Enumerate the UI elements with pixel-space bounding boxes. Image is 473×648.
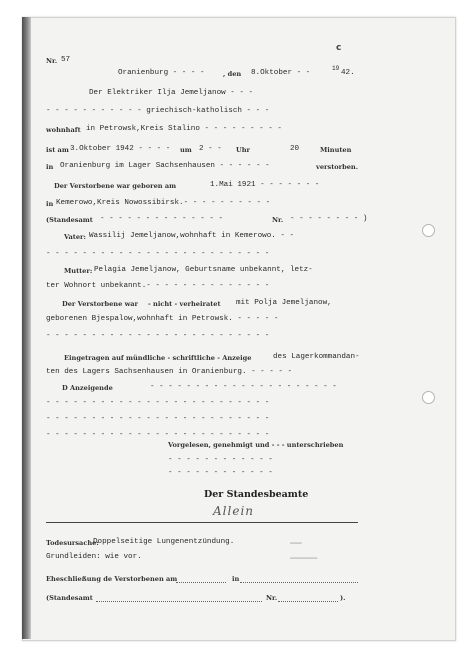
signature-dashes: - - - - - - - - - - - - <box>168 456 273 464</box>
blank-line: - - - - - - - - - - - - - - - - - - - - - - - - - <box>46 431 270 439</box>
mother: Pelagia Jemeljanow, Geburtsname unbekannt, letz- <box>94 266 313 274</box>
standesamt-end: - - - - - - - - ) <box>290 215 368 223</box>
place: Oranienburg - - - - <box>118 69 205 77</box>
death-place: Oranienburg im Lager Sachsenhausen - - - - - - <box>60 162 270 170</box>
standesamt-dashes: - - - - - - - - - - - - - - <box>100 215 224 223</box>
eheschliessung-in-label: in <box>232 575 240 583</box>
death-date: 3.Oktober 1942 - - - - <box>70 145 171 153</box>
minuten-label: Minuten <box>320 146 352 154</box>
verstorben-label: verstorben. <box>316 163 359 171</box>
anzeigende-dashes: - - - - - - - - - - - - - - - - - - - - - <box>150 383 337 391</box>
born-label: Der Verstorbene war geboren am <box>54 182 177 190</box>
informant: des Lagerkommandan- <box>273 353 360 361</box>
mother-line-2: ter Wohnort unbekannt.- - - - - - - - - - - - - - <box>46 282 270 290</box>
vater-label: Vater: <box>64 233 86 241</box>
registrar-title: Der Standesbeamte <box>204 489 309 500</box>
document-date: 8.Oktober - - <box>251 69 311 77</box>
mutter-label: Mutter: <box>64 267 93 275</box>
nr-footer-label: Nr. <box>266 594 278 602</box>
anzeigende-label: D Anzeigende <box>62 384 113 392</box>
birth-place: Kemerowo,Kreis Nowossibirsk.- - - - - - - - - - <box>56 199 271 207</box>
vorgelesen-label: Vorgelesen, genehmigt und - - - unterschrieben <box>168 441 344 449</box>
cause-of-death: Doppelseitige Lungenentzündung. <box>93 538 235 546</box>
end-paren: ). <box>340 594 346 602</box>
blank-line: - - - - - - - - - - - - - - - - - - - - - - - - - <box>46 399 270 407</box>
separator-line <box>46 522 358 523</box>
year-prefix: 19 <box>332 65 340 72</box>
blank-line: - - - - - - - - - - - - - - - - - - - - - - - - - <box>46 415 270 423</box>
punch-hole <box>422 391 435 404</box>
um-label: um <box>180 146 192 154</box>
birth-in-label: in <box>46 200 54 208</box>
wohnhaft-label: wohnhaft <box>46 126 81 134</box>
death-minutes: 20 <box>290 145 300 153</box>
eingetragen-label: Eingetragen auf mündliche - schriftliche - Anzeige <box>64 354 252 362</box>
standesamt-nr-label: Nr. <box>272 216 284 224</box>
spouse: mit Polja Jemeljanow, <box>236 299 332 307</box>
marital-status: - nicht - verheiratet <box>148 300 221 308</box>
register-number: 57 <box>61 56 71 64</box>
spouse-line-2: geborenen Bjespalow,wohnhaft in Petrowsk. - - - - - <box>46 315 279 323</box>
corner-mark: c <box>336 43 342 53</box>
registrar-signature: Allein <box>213 504 255 518</box>
informant-line-2: ten des Lagers Sachsenhausen in Oranienburg. - - - - - <box>46 368 293 376</box>
deceased-line: Der Elektriker Ilja Jemeljanow - - - <box>89 89 254 97</box>
death-hour: 2 - - <box>199 145 222 153</box>
ist-am-label: ist am <box>46 146 69 154</box>
birth-date: 1.Mai 1921 - - - - - - - <box>210 181 320 189</box>
spouse-line-3: - - - - - - - - - - - - - - - - - - - - - - - - - <box>46 332 270 340</box>
nr-label: Nr. <box>46 57 58 65</box>
signature-dashes: - - - - - - - - - - - - <box>168 469 273 477</box>
standesamt-label: (Standesamt <box>46 216 93 224</box>
den-label: , den <box>223 70 242 78</box>
marital-label: Der Verstorbene war <box>62 300 139 308</box>
uhr-label: Uhr <box>236 146 251 154</box>
eheschliessung-label: Eheschließung de Verstorbenen am <box>46 575 178 583</box>
punch-hole <box>422 224 435 237</box>
binding-edge <box>22 17 31 639</box>
father: Wassilij Jemeljanow,wohnhaft in Kemerowo. - - <box>89 232 295 240</box>
todesursache-label: Todesursache: <box>46 539 99 547</box>
father-line-2: - - - - - - - - - - - - - - - - - - - - - - - - - <box>46 250 270 258</box>
religion-line: - - - - - - - - - - - griechisch-katholisch - - - <box>46 107 270 115</box>
residence: in Petrowsk,Kreis Stalino - - - - - - - - - <box>86 125 282 133</box>
year-suffix: 42. <box>341 69 355 77</box>
in-label: in <box>46 163 54 171</box>
underlying-condition: Grundleiden: wie vor. <box>46 553 142 561</box>
standesamt-footer-label: (Standesamt <box>46 594 93 602</box>
